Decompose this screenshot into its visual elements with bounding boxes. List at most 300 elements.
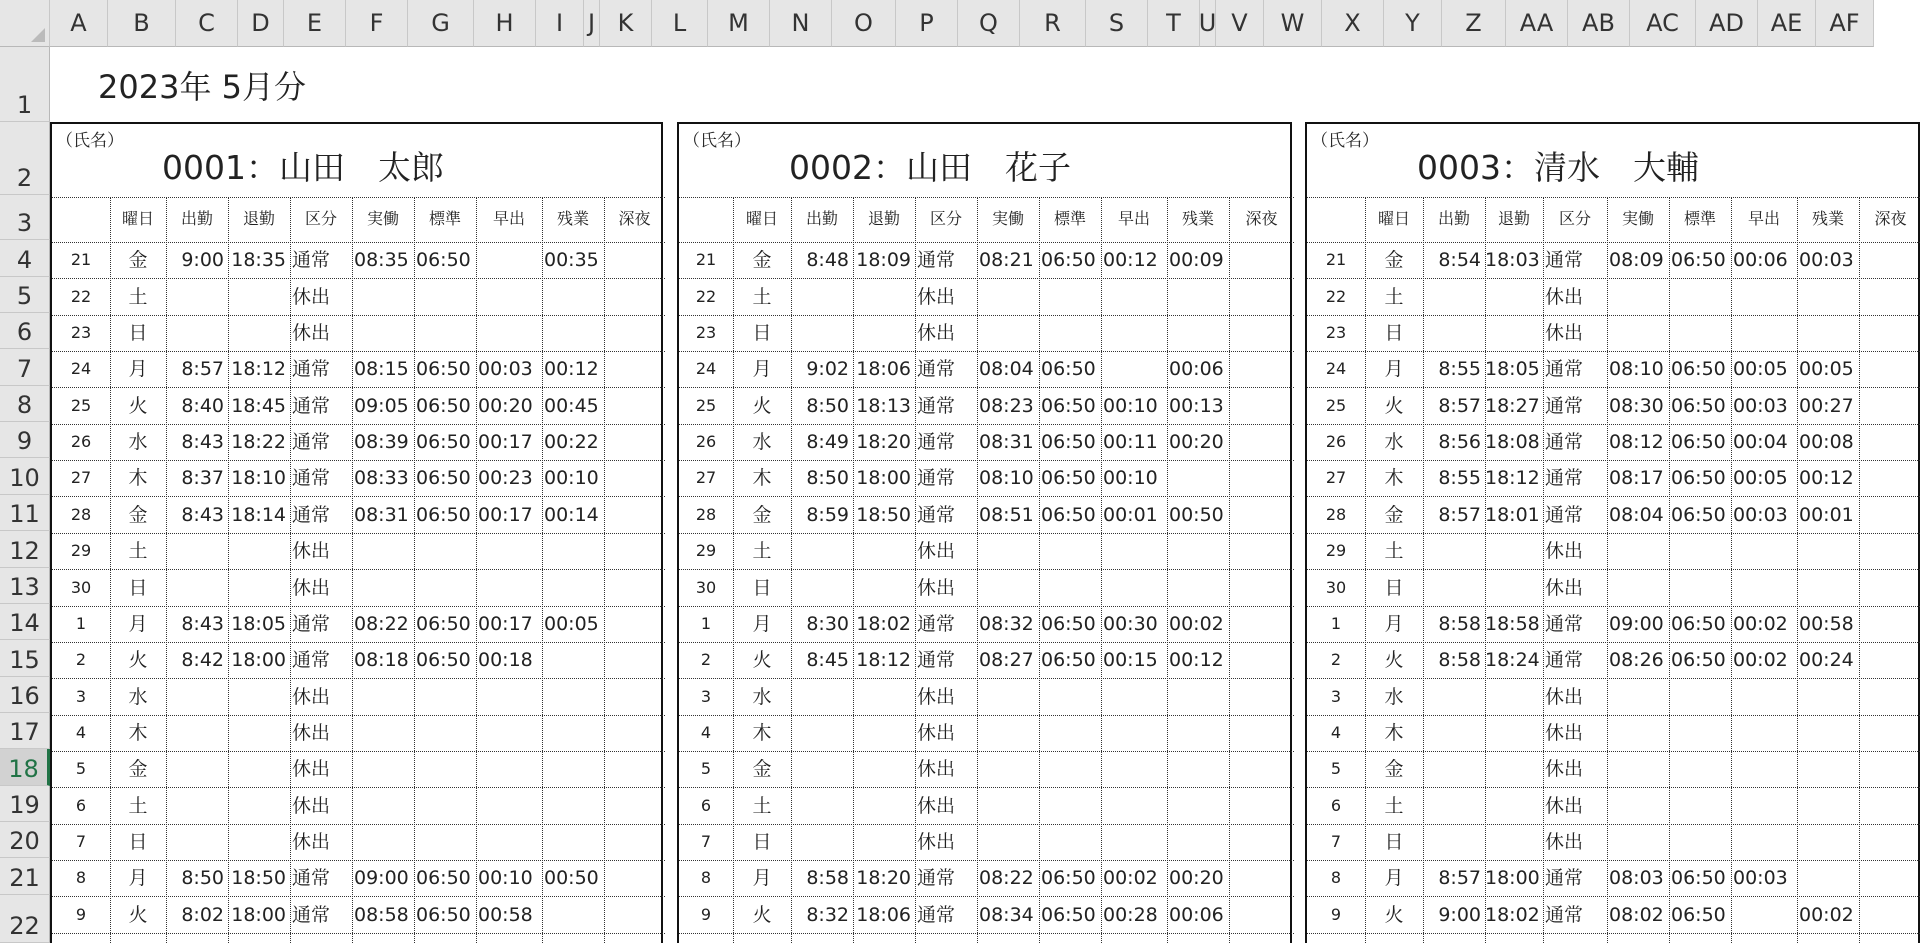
data-cell[interactable]: 8:32 (806, 904, 849, 926)
data-cell[interactable] (414, 789, 476, 823)
data-cell[interactable]: 18:58 (1485, 613, 1540, 635)
row-header-17[interactable]: 17 (0, 713, 50, 749)
data-cell[interactable]: 火 (752, 649, 772, 671)
data-cell[interactable]: 日 (128, 322, 148, 344)
select-all-corner[interactable] (0, 0, 50, 47)
data-cell[interactable] (1607, 680, 1669, 714)
data-cell[interactable] (352, 716, 414, 750)
data-cell[interactable] (853, 752, 915, 786)
row-header-7[interactable]: 7 (0, 349, 50, 386)
data-cell[interactable]: 06:50 (416, 358, 471, 380)
data-cell[interactable]: 休出 (292, 831, 331, 853)
data-cell[interactable] (977, 825, 1039, 859)
data-cell[interactable] (1167, 461, 1229, 495)
row-header-1[interactable]: 1 (0, 47, 50, 122)
data-cell[interactable]: 00:02 (1169, 613, 1224, 635)
data-cell[interactable] (1731, 571, 1797, 605)
data-cell[interactable]: 26 (695, 432, 717, 451)
data-cell[interactable]: 06:50 (416, 249, 471, 271)
data-cell[interactable]: 08:22 (354, 613, 409, 635)
data-cell[interactable]: 18:00 (231, 649, 286, 671)
data-cell[interactable] (604, 461, 665, 495)
data-cell[interactable] (1797, 316, 1859, 350)
data-cell[interactable] (1607, 825, 1669, 859)
data-cell[interactable]: 00:20 (478, 395, 533, 417)
data-cell[interactable]: 土 (752, 540, 772, 562)
data-cell[interactable] (1797, 861, 1859, 895)
data-cell[interactable] (542, 571, 604, 605)
data-cell[interactable]: 21 (695, 250, 717, 269)
row-header-19[interactable]: 19 (0, 786, 50, 822)
data-cell[interactable]: 08:17 (1609, 467, 1664, 489)
data-cell[interactable]: 00:12 (1169, 649, 1224, 671)
month-title[interactable]: 2023年 5月分 (98, 68, 306, 106)
data-cell[interactable]: 通常 (1545, 504, 1584, 526)
data-cell[interactable] (853, 789, 915, 823)
data-cell[interactable] (977, 534, 1039, 568)
data-cell[interactable]: 18:27 (1485, 395, 1540, 417)
data-cell[interactable]: 金 (1384, 249, 1404, 271)
data-cell[interactable]: 08:32 (979, 613, 1034, 635)
data-cell[interactable]: 7 (1330, 832, 1342, 851)
data-cell[interactable] (791, 316, 853, 350)
data-cell[interactable]: 27 (1325, 468, 1347, 487)
data-cell[interactable] (791, 280, 853, 314)
data-cell[interactable]: 8 (1330, 868, 1342, 887)
data-cell[interactable]: 06:50 (1671, 904, 1726, 926)
data-cell[interactable]: 木 (1384, 467, 1404, 489)
data-cell[interactable] (1859, 716, 1920, 750)
data-cell[interactable] (604, 389, 665, 423)
data-cell[interactable]: 3 (700, 687, 712, 706)
column-header-R[interactable]: R (1020, 0, 1086, 47)
data-cell[interactable] (1229, 752, 1294, 786)
data-cell[interactable] (542, 534, 604, 568)
data-cell[interactable] (1797, 825, 1859, 859)
data-cell[interactable] (476, 680, 542, 714)
data-cell[interactable]: 通常 (292, 904, 331, 926)
data-cell[interactable] (166, 825, 228, 859)
data-cell[interactable] (542, 789, 604, 823)
column-header-C[interactable]: C (176, 0, 238, 47)
data-cell[interactable]: 08:10 (979, 467, 1034, 489)
data-cell[interactable]: 8:55 (1438, 358, 1481, 380)
data-cell[interactable]: 23 (70, 323, 92, 342)
data-cell[interactable] (1731, 752, 1797, 786)
data-cell[interactable]: 休出 (292, 540, 331, 562)
data-cell[interactable]: 水 (1384, 431, 1404, 453)
data-cell[interactable]: 火 (752, 395, 772, 417)
data-cell[interactable]: 23 (695, 323, 717, 342)
data-cell[interactable]: 18:12 (231, 358, 286, 380)
data-cell[interactable]: 00:03 (1733, 504, 1788, 526)
data-cell[interactable]: 00:02 (1799, 904, 1854, 926)
data-cell[interactable]: 8 (75, 868, 87, 887)
data-cell[interactable] (1669, 825, 1731, 859)
data-cell[interactable] (228, 280, 290, 314)
data-cell[interactable] (1485, 534, 1543, 568)
data-cell[interactable] (604, 789, 665, 823)
data-cell[interactable] (1797, 716, 1859, 750)
data-cell[interactable]: 日 (1384, 577, 1404, 599)
data-cell[interactable]: 月 (752, 613, 772, 635)
data-cell[interactable] (542, 643, 604, 677)
data-cell[interactable] (1167, 716, 1229, 750)
data-cell[interactable]: 18:09 (856, 249, 911, 271)
data-cell[interactable]: 06:50 (416, 467, 471, 489)
data-cell[interactable] (1039, 825, 1101, 859)
data-cell[interactable] (1485, 316, 1543, 350)
data-cell[interactable] (1669, 571, 1731, 605)
data-cell[interactable] (228, 680, 290, 714)
data-cell[interactable] (352, 316, 414, 350)
data-cell[interactable]: 月 (752, 358, 772, 380)
data-cell[interactable] (1229, 461, 1294, 495)
data-cell[interactable]: 00:02 (1733, 649, 1788, 671)
data-cell[interactable] (476, 789, 542, 823)
data-cell[interactable]: 1 (1330, 614, 1342, 633)
data-cell[interactable] (1607, 571, 1669, 605)
row-header-21[interactable]: 21 (0, 858, 50, 895)
data-cell[interactable]: 00:45 (544, 395, 599, 417)
data-cell[interactable] (414, 280, 476, 314)
data-cell[interactable]: 通常 (1545, 395, 1584, 417)
data-cell[interactable]: 00:58 (1799, 613, 1854, 635)
data-cell[interactable] (1229, 243, 1294, 277)
data-cell[interactable] (166, 534, 228, 568)
data-cell[interactable] (1167, 280, 1229, 314)
data-cell[interactable]: 火 (1384, 395, 1404, 417)
data-cell[interactable]: 06:50 (416, 504, 471, 526)
data-cell[interactable]: 通常 (917, 358, 956, 380)
data-cell[interactable]: 00:27 (1799, 395, 1854, 417)
data-cell[interactable]: 8:54 (1438, 249, 1481, 271)
data-cell[interactable]: 08:22 (979, 867, 1034, 889)
data-cell[interactable] (1485, 752, 1543, 786)
data-cell[interactable]: 18:08 (1485, 431, 1540, 453)
data-cell[interactable]: 18:01 (1485, 504, 1540, 526)
data-cell[interactable] (791, 716, 853, 750)
data-cell[interactable]: 06:50 (1041, 649, 1096, 671)
data-cell[interactable] (604, 825, 665, 859)
data-cell[interactable]: 通常 (1545, 867, 1584, 889)
data-cell[interactable]: 金 (752, 758, 772, 780)
data-cell[interactable] (352, 534, 414, 568)
column-header-AD[interactable]: AD (1696, 0, 1758, 47)
data-cell[interactable]: 06:50 (1041, 613, 1096, 635)
data-cell[interactable]: 日 (128, 577, 148, 599)
data-cell[interactable]: 18:14 (231, 504, 286, 526)
column-header-K[interactable]: K (600, 0, 652, 47)
data-cell[interactable]: 土 (1384, 286, 1404, 308)
data-cell[interactable]: 08:04 (1609, 504, 1664, 526)
data-cell[interactable] (1731, 825, 1797, 859)
data-cell[interactable]: 06:50 (1041, 867, 1096, 889)
column-header-M[interactable]: M (708, 0, 770, 47)
data-cell[interactable] (476, 825, 542, 859)
data-cell[interactable]: 06:50 (1041, 504, 1096, 526)
data-cell[interactable]: 2 (75, 650, 87, 669)
data-cell[interactable]: 木 (1384, 722, 1404, 744)
data-cell[interactable]: 休出 (292, 322, 331, 344)
data-cell[interactable] (1039, 789, 1101, 823)
data-cell[interactable]: 休出 (917, 322, 956, 344)
data-cell[interactable] (1229, 389, 1294, 423)
data-cell[interactable] (476, 243, 542, 277)
data-cell[interactable] (1797, 752, 1859, 786)
data-cell[interactable]: 水 (128, 686, 148, 708)
data-cell[interactable]: 火 (1384, 904, 1404, 926)
data-cell[interactable]: 木 (752, 467, 772, 489)
data-cell[interactable] (352, 825, 414, 859)
data-cell[interactable]: 00:05 (1799, 358, 1854, 380)
data-cell[interactable]: 27 (70, 468, 92, 487)
data-cell[interactable] (1229, 643, 1294, 677)
data-cell[interactable]: 1 (700, 614, 712, 633)
data-cell[interactable]: 通常 (917, 395, 956, 417)
data-cell[interactable] (1101, 534, 1167, 568)
data-cell[interactable]: 8:59 (806, 504, 849, 526)
data-cell[interactable]: 8:50 (806, 395, 849, 417)
data-cell[interactable]: 8:58 (1438, 613, 1481, 635)
data-cell[interactable] (1229, 498, 1294, 532)
data-cell[interactable]: 00:06 (1169, 904, 1224, 926)
data-cell[interactable]: 18:50 (231, 867, 286, 889)
data-cell[interactable]: 休出 (1545, 322, 1584, 344)
column-header-AF[interactable]: AF (1816, 0, 1874, 47)
data-cell[interactable] (1485, 571, 1543, 605)
data-cell[interactable] (1229, 352, 1294, 386)
data-cell[interactable] (166, 680, 228, 714)
data-cell[interactable]: 7 (700, 832, 712, 851)
column-header-X[interactable]: X (1322, 0, 1384, 47)
data-cell[interactable]: 06:50 (1671, 249, 1726, 271)
data-cell[interactable]: 27 (695, 468, 717, 487)
data-cell[interactable]: 00:12 (544, 358, 599, 380)
data-cell[interactable]: 通常 (1545, 358, 1584, 380)
data-cell[interactable] (476, 571, 542, 605)
data-cell[interactable] (414, 680, 476, 714)
data-cell[interactable]: 土 (752, 795, 772, 817)
data-cell[interactable] (1669, 534, 1731, 568)
data-cell[interactable] (1101, 316, 1167, 350)
data-cell[interactable]: 通常 (292, 504, 331, 526)
row-header-9[interactable]: 9 (0, 422, 50, 458)
data-cell[interactable]: 06:50 (1671, 613, 1726, 635)
data-cell[interactable]: 21 (1325, 250, 1347, 269)
data-cell[interactable]: 9 (700, 905, 712, 924)
data-cell[interactable]: 00:50 (1169, 504, 1224, 526)
data-cell[interactable] (1607, 752, 1669, 786)
data-cell[interactable] (1859, 461, 1920, 495)
data-cell[interactable]: 00:23 (478, 467, 533, 489)
data-cell[interactable] (1423, 280, 1485, 314)
column-header-AB[interactable]: AB (1568, 0, 1630, 47)
data-cell[interactable] (1423, 680, 1485, 714)
data-cell[interactable]: 通常 (1545, 613, 1584, 635)
data-cell[interactable]: 08:27 (979, 649, 1034, 671)
data-cell[interactable]: 月 (1384, 358, 1404, 380)
data-cell[interactable] (1101, 571, 1167, 605)
data-cell[interactable]: 日 (752, 831, 772, 853)
data-cell[interactable] (791, 825, 853, 859)
data-cell[interactable] (1797, 534, 1859, 568)
data-cell[interactable]: 06:50 (1671, 431, 1726, 453)
column-header-P[interactable]: P (896, 0, 958, 47)
data-cell[interactable]: 土 (752, 286, 772, 308)
data-cell[interactable]: 月 (128, 358, 148, 380)
column-header-G[interactable]: G (408, 0, 474, 47)
data-cell[interactable]: 00:20 (1169, 431, 1224, 453)
data-cell[interactable]: 日 (128, 831, 148, 853)
data-cell[interactable]: 9 (75, 905, 87, 924)
data-cell[interactable] (1485, 789, 1543, 823)
data-cell[interactable]: 08:26 (1609, 649, 1664, 671)
data-cell[interactable]: 06:50 (1041, 467, 1096, 489)
data-cell[interactable] (1229, 789, 1294, 823)
data-cell[interactable] (604, 607, 665, 641)
data-cell[interactable]: 休出 (917, 758, 956, 780)
data-cell[interactable]: 1 (75, 614, 87, 633)
data-cell[interactable]: 00:03 (1733, 867, 1788, 889)
employee-name[interactable]: 0002：山田 花子 (789, 148, 1071, 187)
data-cell[interactable] (604, 898, 665, 932)
data-cell[interactable]: 00:12 (1799, 467, 1854, 489)
data-cell[interactable]: 06:50 (1041, 358, 1096, 380)
data-cell[interactable]: 休出 (292, 286, 331, 308)
data-cell[interactable]: 00:28 (1103, 904, 1158, 926)
data-cell[interactable]: 08:04 (979, 358, 1034, 380)
data-cell[interactable]: 土 (128, 795, 148, 817)
data-cell[interactable] (476, 280, 542, 314)
data-cell[interactable]: 30 (695, 578, 717, 597)
data-cell[interactable] (1797, 789, 1859, 823)
data-cell[interactable]: 休出 (917, 540, 956, 562)
data-cell[interactable]: 8:49 (806, 431, 849, 453)
data-cell[interactable]: 00:06 (1169, 358, 1224, 380)
data-cell[interactable] (352, 752, 414, 786)
data-cell[interactable] (1039, 571, 1101, 605)
data-cell[interactable]: 休出 (292, 577, 331, 599)
data-cell[interactable] (853, 316, 915, 350)
data-cell[interactable]: 28 (70, 505, 92, 524)
data-cell[interactable]: 18:24 (1485, 649, 1540, 671)
data-cell[interactable]: 00:12 (1103, 249, 1158, 271)
column-header-F[interactable]: F (346, 0, 408, 47)
data-cell[interactable] (1607, 316, 1669, 350)
data-cell[interactable] (1485, 825, 1543, 859)
data-cell[interactable]: 18:00 (856, 467, 911, 489)
data-cell[interactable]: 金 (128, 758, 148, 780)
data-cell[interactable]: 18:20 (856, 431, 911, 453)
data-cell[interactable]: 8:57 (181, 358, 224, 380)
data-cell[interactable] (166, 789, 228, 823)
data-cell[interactable]: 3 (1330, 687, 1342, 706)
data-cell[interactable] (977, 280, 1039, 314)
data-cell[interactable] (604, 243, 665, 277)
data-cell[interactable]: 休出 (1545, 577, 1584, 599)
data-cell[interactable] (977, 680, 1039, 714)
data-cell[interactable] (1731, 898, 1797, 932)
data-cell[interactable]: 8:37 (181, 467, 224, 489)
data-cell[interactable]: 8:57 (1438, 395, 1481, 417)
data-cell[interactable]: 通常 (917, 867, 956, 889)
data-cell[interactable]: 8:30 (806, 613, 849, 635)
data-cell[interactable]: 00:05 (544, 613, 599, 635)
data-cell[interactable]: 23 (1325, 323, 1347, 342)
data-cell[interactable]: 06:50 (1671, 358, 1726, 380)
data-cell[interactable] (604, 752, 665, 786)
data-cell[interactable]: 09:05 (354, 395, 409, 417)
data-cell[interactable]: 06:50 (416, 613, 471, 635)
data-cell[interactable] (1101, 752, 1167, 786)
data-cell[interactable] (1669, 716, 1731, 750)
column-header-AE[interactable]: AE (1758, 0, 1816, 47)
data-cell[interactable]: 木 (752, 722, 772, 744)
employee-name[interactable]: 0001：山田 太郎 (162, 148, 444, 187)
data-cell[interactable]: 00:04 (1733, 431, 1788, 453)
data-cell[interactable] (1485, 716, 1543, 750)
data-cell[interactable]: 休出 (292, 758, 331, 780)
data-cell[interactable]: 金 (752, 249, 772, 271)
data-cell[interactable]: 通常 (292, 867, 331, 889)
data-cell[interactable]: 18:20 (856, 867, 911, 889)
data-cell[interactable] (228, 571, 290, 605)
data-cell[interactable] (1669, 316, 1731, 350)
data-cell[interactable]: 通常 (292, 358, 331, 380)
data-cell[interactable] (1607, 534, 1669, 568)
row-header-20[interactable]: 20 (0, 822, 50, 858)
data-cell[interactable]: 月 (1384, 613, 1404, 635)
data-cell[interactable]: 金 (128, 249, 148, 271)
data-cell[interactable] (1485, 680, 1543, 714)
data-cell[interactable]: 通常 (292, 249, 331, 271)
data-cell[interactable] (853, 534, 915, 568)
data-cell[interactable] (1167, 571, 1229, 605)
data-cell[interactable] (1797, 571, 1859, 605)
data-cell[interactable] (1859, 316, 1920, 350)
data-cell[interactable]: 00:05 (1733, 358, 1788, 380)
column-header-B[interactable]: B (108, 0, 176, 47)
data-cell[interactable]: 休出 (292, 722, 331, 744)
data-cell[interactable]: 通常 (917, 613, 956, 635)
data-cell[interactable] (542, 825, 604, 859)
data-cell[interactable]: 金 (752, 504, 772, 526)
column-header-J[interactable]: J (584, 0, 600, 47)
row-header-15[interactable]: 15 (0, 640, 50, 677)
data-cell[interactable]: 18:00 (231, 904, 286, 926)
data-cell[interactable] (542, 680, 604, 714)
data-cell[interactable] (1859, 752, 1920, 786)
data-cell[interactable] (1859, 389, 1920, 423)
data-cell[interactable]: 00:03 (1799, 249, 1854, 271)
data-cell[interactable]: 30 (70, 578, 92, 597)
data-cell[interactable]: 22 (1325, 287, 1347, 306)
column-header-E[interactable]: E (284, 0, 346, 47)
data-cell[interactable]: 日 (752, 577, 772, 599)
data-cell[interactable] (977, 316, 1039, 350)
data-cell[interactable]: 06:50 (1671, 649, 1726, 671)
data-cell[interactable]: 00:03 (478, 358, 533, 380)
data-cell[interactable]: 06:50 (1041, 249, 1096, 271)
data-cell[interactable]: 通常 (917, 467, 956, 489)
data-cell[interactable]: 休出 (917, 831, 956, 853)
data-cell[interactable]: 土 (128, 286, 148, 308)
data-cell[interactable]: 休出 (917, 286, 956, 308)
column-header-O[interactable]: O (832, 0, 896, 47)
data-cell[interactable] (228, 316, 290, 350)
data-cell[interactable]: 00:17 (478, 431, 533, 453)
